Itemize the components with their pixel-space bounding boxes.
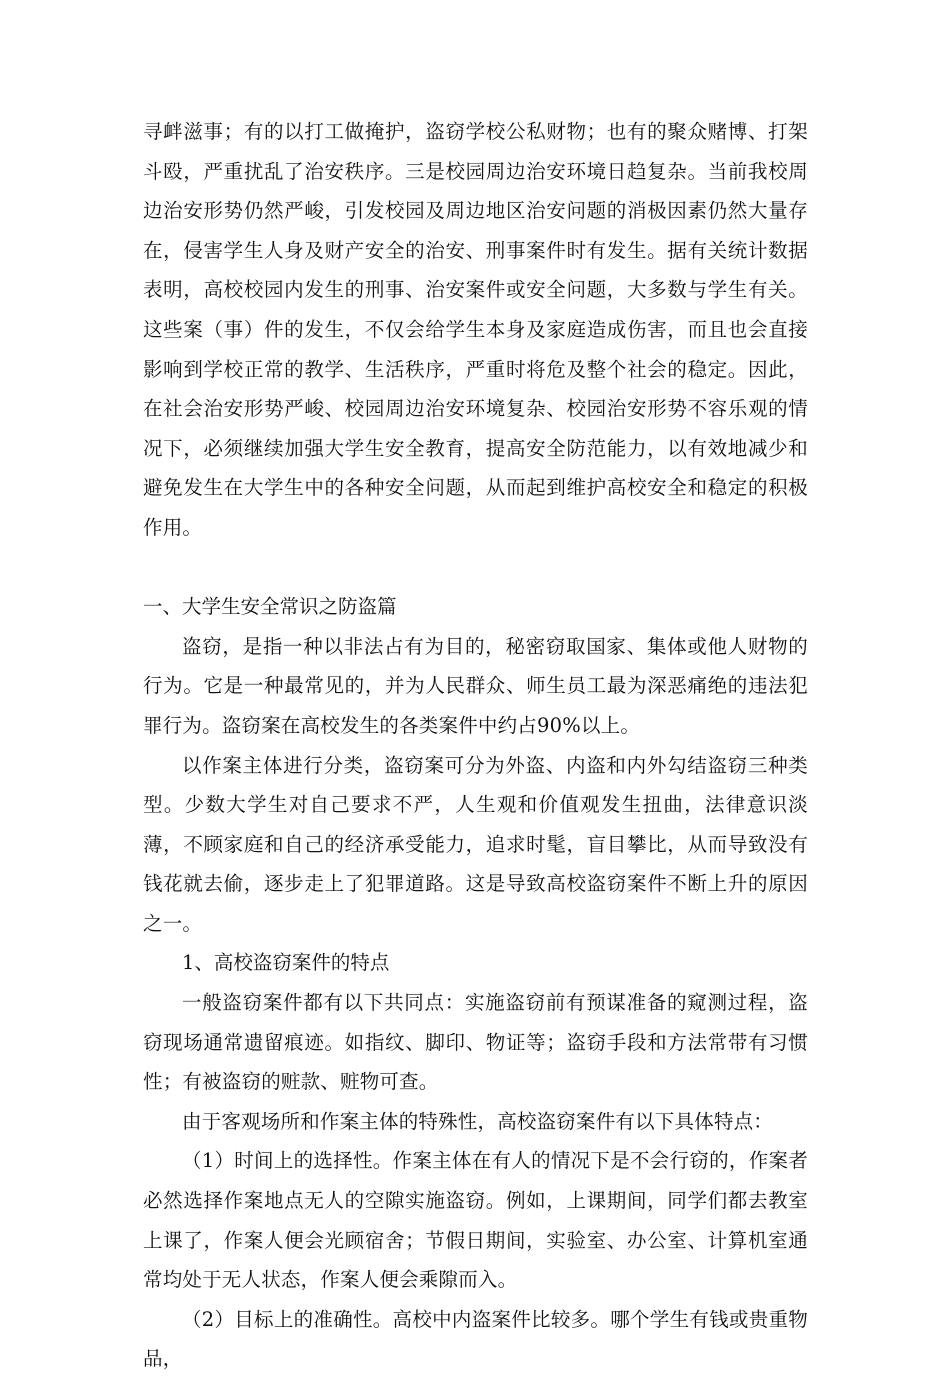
subheading-characteristics: 1、高校盗窃案件的特点 — [182, 951, 390, 975]
specific-features-intro-paragraph: 由于客观场所和作案主体的特殊性，高校盗窃案件有以下具体特点： — [182, 1109, 774, 1133]
document-body — [143, 112, 808, 1379]
point-1-paragraph: （1）时间上的选择性。作案主体在有人的情况下是不会行窃的，作案者必然选择作案地点无人的空隙实施盗窃。例如，上课期间，同学们都去教室上课了，作案人便会光顾宿舍；节假日期间，实验室、办公室、计算机室通常均处于无人状态，作案人便会乘隙而入。 — [143, 1149, 808, 1292]
intro-continuation-paragraph: 寻衅滋事；有的以打工做掩护，盗窃学校公私财物；也有的聚众赌博、打架斗殴，严重扰乱了治安秩序。三是校园周边治安环境日趋复杂。当前我校周边治安形势仍然严峻，引发校园及周边地区治安问题的消极因素仍然大量存在，侵害学生人身及财产安全的治安、刑事案件时有发生。据有关统计数据表明，高校校园内发生的刑事、治安案件或安全问题，大多数与学生有关。这些案（事）件的发生，不仅会给学生本身及家庭造成伤害，而且也会直接影响到学校正常的教学、生活秩序，严重时将危及整个社会的稳定。因此，在社会治安形势严峻、校园周边治安环境复杂、校园治安形势不容乐观的情况下，必须继续加强大学生安全教育，提高安全防范能力，以有效地减少和避免发生在大学生中的各种安全问题，从而起到维护高校安全和稳定的积极作用。 — [143, 120, 808, 539]
paragraph-gap — [143, 548, 808, 588]
definition-paragraph: 盗窃，是指一种以非法占有为目的，秘密窃取国家、集体或他人财物的行为。它是一种最常见的，并为人民群众、师生员工最为深恶痛绝的违法犯罪行为。盗窃案在高校发生的各类案件中约占90%以上。 — [143, 634, 808, 737]
section-heading: 一、大学生安全常识之防盗篇 — [143, 595, 397, 619]
point-2-paragraph: （2）目标上的准确性。高校中内盗案件比较多。哪个学生有钱或贵重物品， — [143, 1307, 808, 1371]
common-features-paragraph: 一般盗窃案件都有以下共同点：实施盗窃前有预谋准备的窥测过程，盗窃现场通常遗留痕迹。如指纹、脚印、物证等；盗窃手段和方法常带有习惯性；有被盗窃的赃款、赃物可查。 — [143, 991, 808, 1094]
classification-paragraph: 以作案主体进行分类，盗窃案可分为外盗、内盗和内外勾结盗窃三种类型。少数大学生对自己要求不严，人生观和价值观发生扭曲，法律意识淡薄，不顾家庭和自己的经济承受能力，追求时髦，盲目攀比，从而导致没有钱花就去偷，逐步走上了犯罪道路。这是导致高校盗窃案件不断上升的原因之一。 — [143, 753, 808, 935]
